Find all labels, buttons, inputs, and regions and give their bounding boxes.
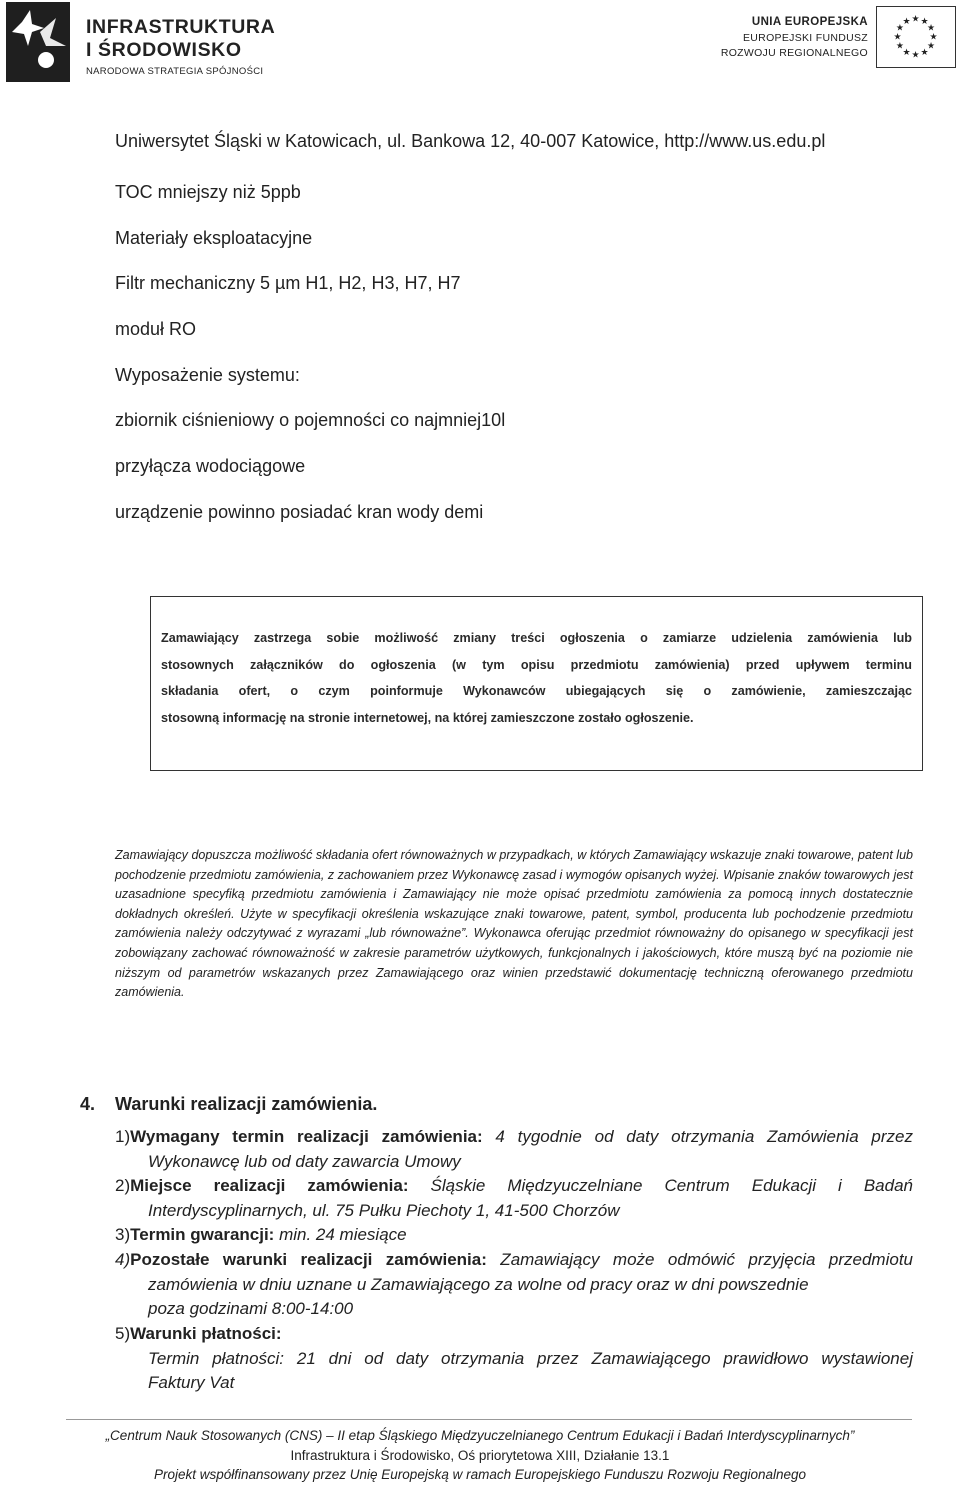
footer-cofinancing: Projekt współfinansowany przez Unię Europejską w ramach Europejskiego Funduszu Rozwoju Regionalnego	[153, 1467, 807, 1482]
item-value: min. 24 miesiące	[274, 1225, 407, 1244]
consumables-heading: Materiały eksploatacyjne	[115, 228, 313, 248]
eu-logo-line1: UNIA EUROPEJSKA	[751, 16, 868, 28]
condition-item-1	[115, 1125, 913, 1174]
eu-star-icon: ★	[902, 15, 911, 26]
equivalence-paragraph: Zamawiający dopuszcza możliwość składania ofert równoważnych w przypadkach, w których Zamawiający wskazuje znaki towarowe, patent lub pochodzenie przedmiotu zamówienia, z zachowaniem przez Wykonawcę zasad i wymogów opisanych wyżej. Wpisanie znaków towarowych jest uzasadnione specyfiką przedmiotu zamówienia i Zamawiający nie może opisać przedmiotu zamówienia za pomocą innych dostatecznie dokładnych określeń. Użyte w specyfikacji określenia wskazujące znaki towarowe, patent, symbol, producenta lub pochodzenie przedmiotu zamówienia należy odczytywać z wyrazami „lub równoważne”. Wykonawca oferując przedmiot równoważny do opisanego w specyfikacji jest zobowiązany zachować równoważność w zakresie parametrów użytkowych, funkcjonalnych i jakościowych, które muszą być na poziomie nie niższym od parametrów wskazanych przez Zamawiającego oraz winien przedstawić dokumentację techniczną oferowanego przedmiotu zamówienia.	[115, 848, 913, 1000]
item-value-cont: zamówienia w dniu uznane u Zamawiającego za wolne od pracy oraz w dni powszednie	[148, 1274, 809, 1294]
footer-program: Infrastruktura i Środowisko, Oś priorytetowa XIII, Działanie 13.1	[290, 1448, 670, 1463]
item-value: Zamawiający może odmówić przyjęcia przedmiotu	[486, 1250, 913, 1269]
item-label: Wymagany termin realizacji zamówienia:	[130, 1127, 483, 1146]
notice-text	[161, 625, 912, 731]
tank-line: zbiornik ciśnieniowy o pojemności co najmniej10l	[115, 410, 506, 430]
eu-logo-line3: ROZWOJU REGIONALNEGO	[720, 47, 868, 59]
eu-star-icon: ★	[929, 31, 938, 42]
eu-star-icon: ★	[895, 40, 904, 51]
item-label: Miejsce realizacji zamówienia:	[130, 1176, 409, 1195]
eu-star-icon: ★	[902, 47, 911, 58]
condition-item-2	[115, 1174, 913, 1223]
infrastruktura-logo	[6, 2, 276, 82]
item-value: Śląskie Międzyuczelniane Centrum Edukacji i Badań	[408, 1176, 913, 1195]
toc-requirement: TOC mniejszy niż 5ppb	[115, 182, 301, 202]
condition-item-4	[115, 1248, 913, 1322]
notice-line: Zamawiający zastrzega sobie możliwość zmiany treści ogłoszenia o zamiarze udzielenia zamówienia lub	[161, 631, 912, 645]
logo-subtitle: NARODOWA STRATEGIA SPÓJNOŚCI	[86, 66, 264, 77]
notice-box	[150, 596, 923, 771]
eu-star-icon: ★	[920, 15, 929, 26]
item-number: 2)	[115, 1176, 131, 1195]
demi-tap-line: urządzenie powinno posiadać kran wody demi	[115, 502, 484, 522]
item-value-cont: Termin płatności: 21 dni od daty otrzymania przez Zamawiającego prawidłowo wystawionej	[148, 1348, 913, 1368]
eu-star-icon: ★	[911, 49, 920, 60]
eu-star-icon: ★	[920, 47, 929, 58]
section-4-title	[80, 1094, 377, 1115]
eu-star-icon: ★	[927, 40, 936, 51]
item-value-cont: Interdyscyplinarnych, ul. 75 Pułku Piechoty 1, 41-500 Chorzów	[148, 1200, 620, 1220]
item-value-cont: Faktury Vat	[148, 1373, 235, 1392]
item-value-cont: Wykonawcę lub od daty zawarcia Umowy	[148, 1151, 461, 1171]
item-label: Pozostałe warunki realizacji zamówienia:	[130, 1250, 487, 1269]
item-value-cont: poza godzinami 8:00-14:00	[148, 1299, 354, 1318]
filter-line: Filtr mechaniczny 5 µm H1, H2, H3, H7, H7	[115, 273, 461, 293]
eu-star-icon: ★	[895, 22, 904, 33]
eu-logo-line2: EUROPEJSKI FUNDUSZ	[743, 32, 868, 44]
logo-emblem-icon	[6, 2, 70, 82]
section-title-text: Warunki realizacji zamówienia.	[115, 1094, 378, 1114]
notice-line: składania ofert, o czym poinformuje Wykonawców ubiegających się o zamówienie, zamieszczając	[161, 684, 912, 698]
item-number: 4)	[115, 1250, 131, 1269]
item-number: 1)	[115, 1127, 131, 1146]
notice-line: stosownych załączników do ogłoszenia (w tym opisu przedmiotu zamówienia) przed upływem terminu	[161, 657, 912, 672]
item-value: 4 tygodnie od daty otrzymania Zamówienia przez	[482, 1127, 913, 1146]
condition-item-3	[115, 1223, 913, 1248]
section-number: 4.	[80, 1094, 96, 1114]
eu-star-icon: ★	[893, 31, 902, 42]
university-address: Uniwersytet Śląski w Katowicach, ul. Bankowa 12, 40-007 Katowice, http://www.us.edu.pl	[115, 131, 826, 151]
ro-module-line: moduł RO	[115, 319, 197, 339]
eu-star-icon: ★	[911, 13, 920, 24]
footer-divider	[66, 1419, 912, 1420]
item-label: Termin gwarancji:	[130, 1225, 275, 1244]
condition-item-5	[115, 1322, 913, 1396]
notice-line: stosowną informację na stronie internetowej, na której zamieszczone zostało ogłoszenie.	[161, 710, 694, 725]
eu-flag-icon	[876, 6, 956, 68]
item-label: Warunki płatności:	[130, 1324, 282, 1343]
connections-line: przyłącza wodociągowe	[115, 456, 306, 476]
footer-project-name: „Centrum Nauk Stosowanych (CNS) – II etap Śląskiego Międzyuczelnianego Centrum Edukacji i Badań Interdyscyplinarnych”	[105, 1428, 855, 1443]
logo-title-line2: I ŚRODOWISKO	[86, 39, 242, 61]
eu-logo	[706, 6, 956, 80]
eu-star-icon: ★	[927, 22, 936, 33]
equipment-heading: Wyposażenie systemu:	[115, 365, 300, 385]
item-number: 5)	[115, 1324, 131, 1343]
item-number: 3)	[115, 1225, 131, 1244]
logo-title-line1: INFRASTRUKTURA	[86, 16, 276, 38]
